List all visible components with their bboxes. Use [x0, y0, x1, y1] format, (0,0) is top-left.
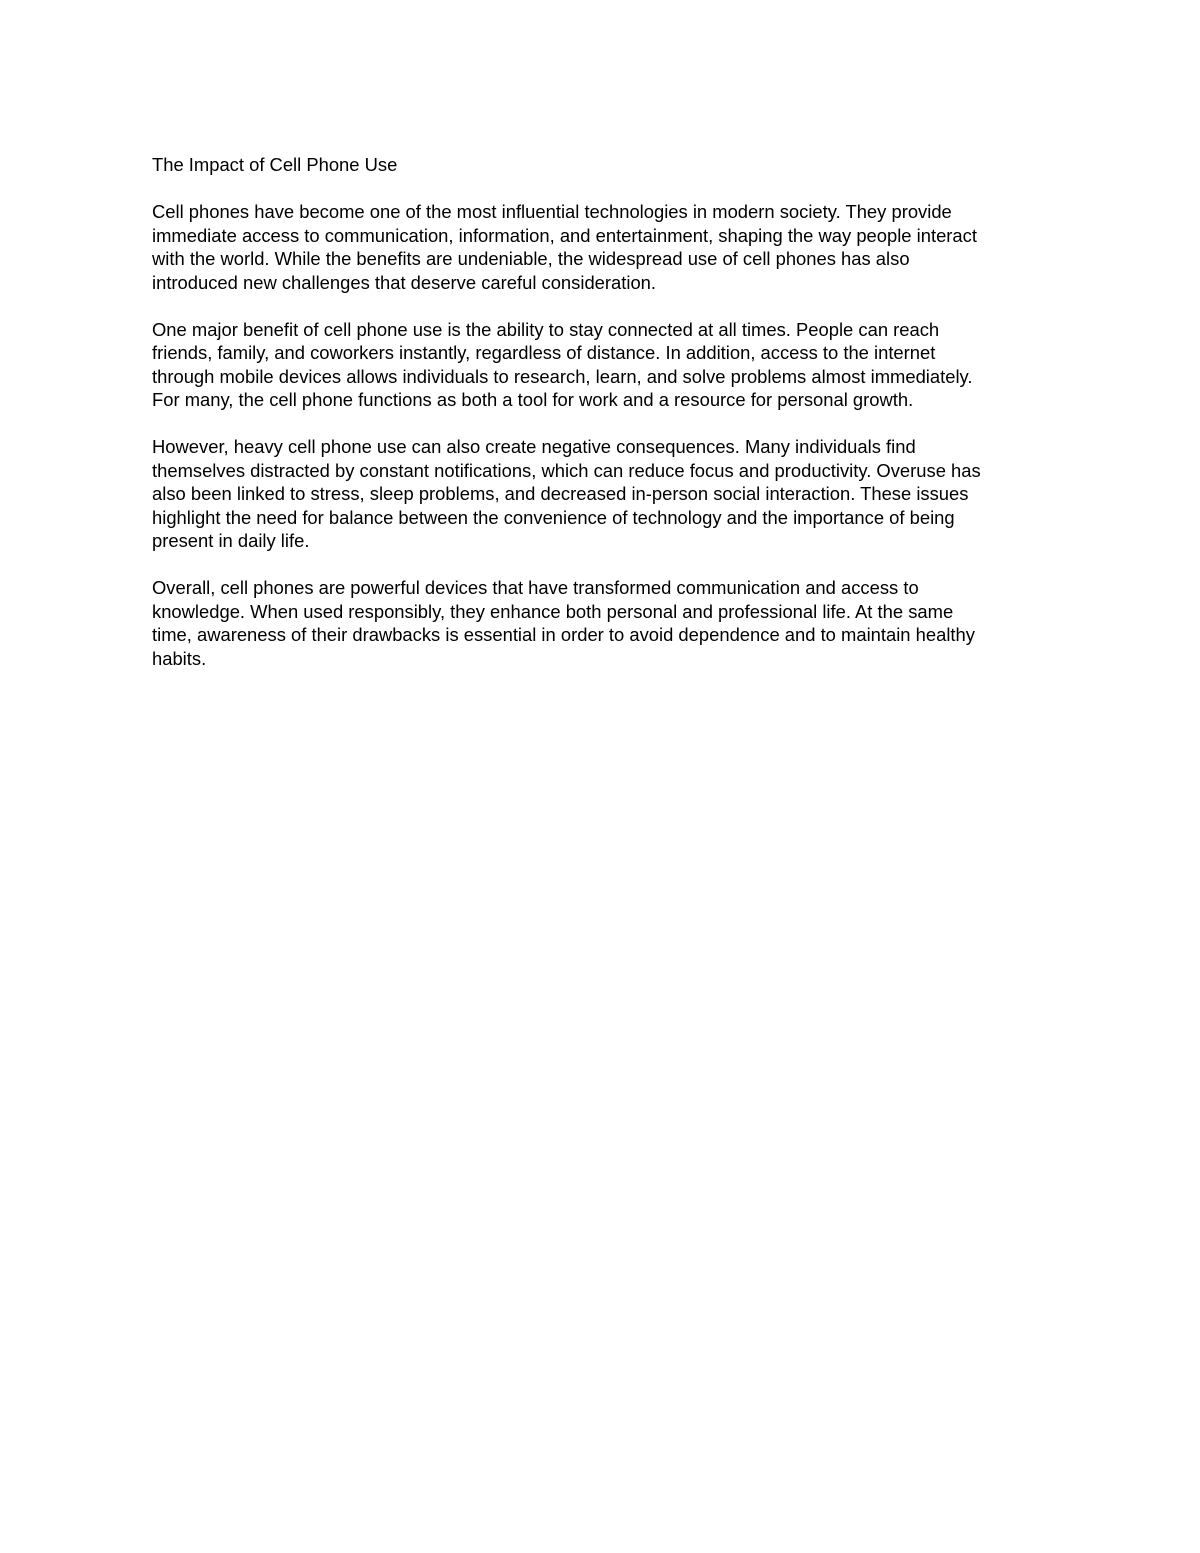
paragraph-2 [152, 318, 1052, 412]
paragraph-line: present in daily life. [152, 530, 310, 551]
paragraph-4 [152, 576, 1052, 670]
paragraph-3 [152, 435, 1052, 553]
document-title: The Impact of Cell Phone Use [152, 154, 398, 175]
paragraph-line: knowledge. When used responsibly, they enhance both personal and professional life. At the same [152, 600, 954, 622]
paragraph-line: habits. [152, 647, 207, 669]
paragraph-line: For many, the cell phone functions as both a tool for work and a resource for personal growth. [152, 389, 914, 410]
paragraph-1 [152, 200, 1052, 294]
paragraph-line: time, awareness of their drawbacks is essential in order to avoid dependence and to maintain healthy [152, 624, 975, 645]
paragraph-line: However, heavy cell phone use can also create negative consequences. Many individuals find [152, 436, 916, 457]
paragraph-line: themselves distracted by constant notifications, which can reduce focus and productivity. Overuse has [152, 459, 981, 481]
document-body [152, 153, 1052, 694]
paragraph-line: highlight the need for balance between the convenience of technology and the importance of being [152, 506, 955, 528]
paragraph-line: immediate access to communication, information, and entertainment, shaping the way people interact [152, 224, 977, 246]
paragraph-line: through mobile devices allows individuals to research, learn, and solve problems almost immediately. [152, 365, 973, 387]
paragraph-line: Overall, cell phones are powerful devices that have transformed communication and access to [152, 577, 919, 598]
paragraph-line: Cell phones have become one of the most influential technologies in modern society. They provide [152, 201, 952, 222]
paragraph-line: introduced new challenges that deserve careful consideration. [152, 271, 657, 293]
paragraph-line: also been linked to stress, sleep problems, and decreased in-person social interaction. These issues [152, 483, 969, 504]
paragraph-line: with the world. While the benefits are undeniable, the widespread use of cell phones has also [152, 248, 910, 269]
paragraph-line: One major benefit of cell phone use is the ability to stay connected at all times. People can reach [152, 318, 940, 340]
paragraph-line: friends, family, and coworkers instantly, regardless of distance. In addition, access to the internet [152, 342, 936, 363]
